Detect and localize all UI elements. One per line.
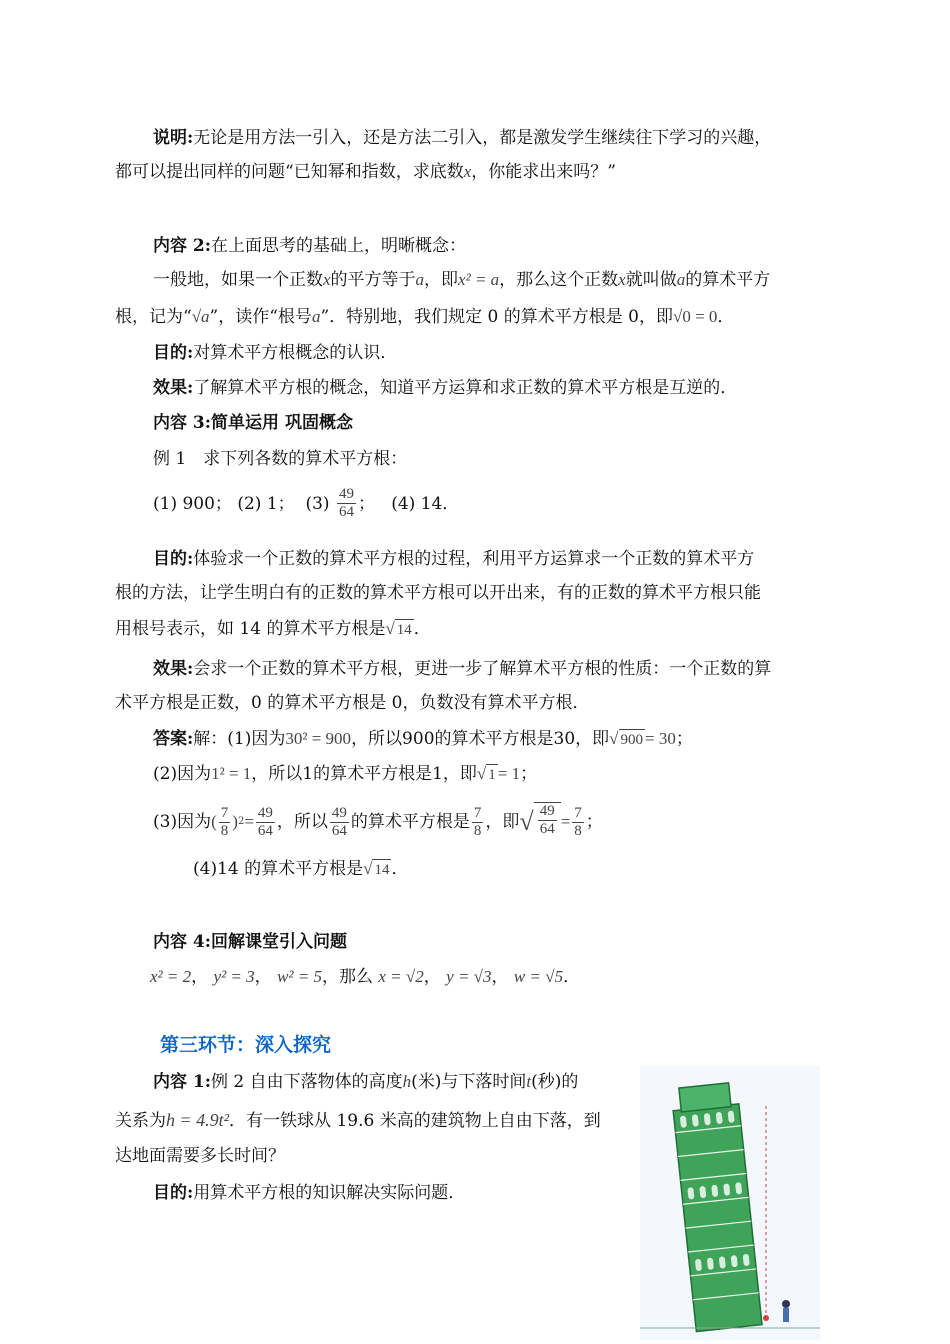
answer-line-1: [153, 727, 693, 751]
note-text-3: ，你能求出来吗？”: [471, 162, 616, 182]
purpose-text: 体验求一个正数的算术平方根的过程，利用平方运算求一个正数的算术平方: [193, 549, 755, 569]
equals-30: = 30: [645, 729, 676, 748]
def-text: ，即: [424, 270, 459, 290]
def-text: ”，读作“根号: [209, 307, 312, 327]
radical-sign: √: [519, 807, 534, 836]
paren-close: ): [232, 812, 238, 831]
content3-effect-1: [153, 657, 771, 681]
radicand: [534, 802, 561, 842]
item-3-end: ；: [357, 493, 375, 514]
answer-text: ，即: [485, 812, 520, 832]
item-2: (2) 1；: [237, 493, 295, 514]
answer-text: ；: [585, 812, 603, 832]
sep: ，: [321, 967, 339, 987]
denominator: 64: [338, 504, 354, 520]
section3-purpose: [153, 1181, 465, 1205]
example2-text: (米)与下落时间: [411, 1072, 527, 1092]
var-a: a: [676, 270, 686, 289]
note-text: 无论是用方法一引入，还是方法二引入，都是激发学生继续往下学习的兴趣，: [193, 128, 772, 148]
example1-items: [153, 486, 459, 521]
numerator: 49: [338, 486, 354, 502]
var-x: x: [323, 270, 331, 289]
def-text: 的平方等于: [330, 270, 416, 290]
content2-effect: [153, 376, 737, 400]
formula-h: h = 4.9t²: [166, 1110, 230, 1130]
note-text-2: 都可以提出同样的问题“已知幂和指数，求底数: [115, 162, 464, 182]
sep: ，: [491, 967, 509, 987]
radicand: 14: [395, 619, 414, 640]
sqrt-1: [477, 764, 498, 785]
example2-text: 关系为: [115, 1111, 166, 1131]
answer-text: ．: [391, 859, 409, 879]
eq-w2: w² = 5: [277, 967, 322, 986]
denominator: 64: [539, 821, 555, 837]
item-3: (3): [305, 493, 330, 514]
example2-text: 例 2 自由下落物体的高度: [211, 1072, 403, 1092]
var-h: h: [402, 1072, 412, 1091]
purpose-text: 用根号表示，如 14 的算术平方根是: [115, 619, 386, 639]
content2-purpose: [153, 341, 397, 365]
answer-text: ；: [675, 729, 693, 749]
content3-purpose-1: [153, 547, 754, 571]
radical-sign: √: [385, 618, 395, 638]
radical-sign: √: [476, 763, 487, 783]
radicand: 900: [619, 729, 646, 750]
denominator: 64: [257, 822, 273, 839]
content2-label: 内容 2:: [153, 236, 212, 256]
content1-label: 内容 1:: [153, 1072, 212, 1092]
eq-30-squared: 30² = 900: [285, 729, 352, 748]
content3-purpose-3: [115, 617, 431, 641]
fraction-49-64: [256, 805, 275, 840]
def-text: ，那么这个正数: [499, 270, 619, 290]
answer-label: 答案:: [153, 729, 194, 749]
answer-line-4: [193, 857, 408, 881]
note-line-1: [153, 126, 771, 150]
content4-heading: 内容 4:回解课堂引入问题: [153, 932, 348, 952]
sqrt-zero: √0 = 0: [672, 307, 718, 326]
exponent-2: 2: [237, 816, 245, 827]
fraction-49-64: [538, 803, 557, 838]
section3-line-2: [115, 1108, 601, 1133]
content4-equations: [150, 965, 580, 989]
equals-1: = 1: [497, 764, 521, 783]
eq-x2: x² = 2: [150, 967, 192, 986]
example2-text: (秒)的: [531, 1072, 579, 1092]
var-x: x: [463, 162, 472, 181]
purpose-label: 目的:: [153, 1183, 194, 1203]
effect-label: 效果:: [153, 378, 194, 398]
sqrt-14: [363, 859, 391, 880]
def-text: 一般地，如果一个正数: [153, 270, 323, 290]
equals: =: [244, 812, 254, 831]
result-x: x = √2: [378, 967, 424, 986]
numerator: 7: [473, 804, 482, 821]
content3-effect-2: 术平方根是正数，0 的算术平方根是 0，负数没有算术平方根．: [115, 693, 590, 713]
answer-text: (4)14 的算术平方根是: [193, 859, 364, 879]
answer-text: 解：(1)因为: [193, 729, 286, 749]
purpose-text: ．: [413, 619, 431, 639]
denominator: 64: [331, 822, 347, 839]
radicand: 1: [486, 764, 498, 785]
var-a: a: [415, 270, 425, 289]
content3-heading: 内容 3:简单运用 巩固概念: [153, 413, 353, 433]
numerator: 49: [257, 804, 273, 821]
result-w: w = √5: [513, 967, 564, 986]
answer-text: (3)因为: [153, 812, 212, 832]
denominator: 8: [574, 822, 582, 839]
fraction-7-8: [472, 805, 484, 840]
answer-text: 的算术平方根是: [350, 812, 470, 832]
section3-line-3: 达地面需要多长时间？: [115, 1146, 285, 1166]
numerator: 49: [539, 803, 555, 819]
answer-text: ，所以: [276, 812, 328, 832]
def-text: 的算术平方: [685, 270, 771, 290]
item-1: (1) 900；: [153, 493, 232, 514]
content2-text: 在上面思考的基础上，明晰概念：: [211, 236, 467, 256]
answer-text: ；: [520, 764, 538, 784]
definition-line-2: [115, 305, 734, 329]
def-text: ”．特别地，我们规定 0 的算术平方根是 0，即: [320, 307, 673, 327]
sqrt-49-64: [519, 802, 560, 842]
fraction-49-64: [330, 805, 349, 840]
fraction-49-64: [337, 486, 356, 521]
def-text: 就叫做: [625, 270, 677, 290]
answer-text: ，所以900的算术平方根是30，即: [351, 729, 610, 749]
sep: ，: [254, 967, 272, 987]
def-text: ．: [717, 307, 735, 327]
result-y: y = √3: [446, 967, 492, 986]
def-text: 根，记为“: [115, 307, 192, 327]
numerator: 49: [331, 804, 347, 821]
purpose-label: 目的:: [153, 343, 194, 363]
effect-label: 效果:: [153, 659, 194, 679]
sep: ，: [191, 967, 209, 987]
eq-y2: y² = 3: [213, 967, 255, 986]
end-mark: ．: [563, 967, 581, 987]
example2-text: ．有一铁球从 19.6 米高的建筑物上自由下落，到: [229, 1111, 601, 1131]
answer-line-3: [153, 800, 603, 844]
radicand: 14: [372, 859, 391, 880]
content3-purpose-2: 根的方法，让学生明白有的正数的算术平方根可以开出来，有的正数的算术平方根只能: [115, 583, 761, 603]
example1-title: 例 1 求下列各数的算术平方根：: [153, 449, 408, 469]
effect-text: 了解算术平方根的概念，知道平方运算和求正数的算术平方根是互逆的．: [193, 378, 738, 398]
effect-text: 会求一个正数的算术平方根，更进一步了解算术平方根的性质：一个正数的算: [193, 659, 772, 679]
sep: ，: [423, 967, 441, 987]
tower-svg: [640, 1066, 820, 1340]
sqrt-a: √a: [191, 307, 210, 326]
section3-title: 第三环节：深入探究: [160, 1034, 332, 1056]
denominator: 8: [473, 822, 482, 839]
radical-sign: √: [609, 728, 619, 748]
eq-1-squared: 1² = 1: [211, 764, 252, 783]
numerator: 7: [574, 804, 582, 821]
equals: =: [560, 812, 571, 831]
radical-sign: √: [363, 858, 373, 878]
content2-heading: [153, 234, 466, 258]
purpose-text: 用算术平方根的知识解决实际问题．: [193, 1183, 466, 1203]
answer-text: (2)因为: [153, 764, 212, 784]
purpose-text: 对算术平方根概念的认识．: [193, 343, 398, 363]
sqrt-14: [385, 619, 413, 640]
var-a: a: [311, 307, 321, 326]
denominator: 8: [220, 822, 229, 839]
numerator: 7: [220, 804, 229, 821]
then-text: 那么: [338, 967, 373, 987]
note-label: 说明:: [153, 128, 194, 148]
note-line-2: [115, 160, 616, 184]
answer-line-2: [153, 762, 537, 786]
paren-open: (: [211, 812, 217, 831]
sqrt-900: [609, 729, 645, 750]
purpose-label: 目的:: [153, 549, 194, 569]
item-4: (4) 14．: [391, 493, 460, 514]
fraction-7-8: [572, 805, 584, 840]
section3-line-1: [153, 1070, 578, 1094]
var-x: x: [618, 270, 626, 289]
eq-x2-a: x² = a: [458, 270, 500, 289]
answer-text: ，所以1的算术平方根是1，即: [251, 764, 477, 784]
leaning-tower-illustration: [640, 1066, 820, 1344]
definition-line-1: [153, 268, 770, 292]
var-t: t: [526, 1072, 532, 1091]
fraction-7-8: [219, 805, 231, 840]
